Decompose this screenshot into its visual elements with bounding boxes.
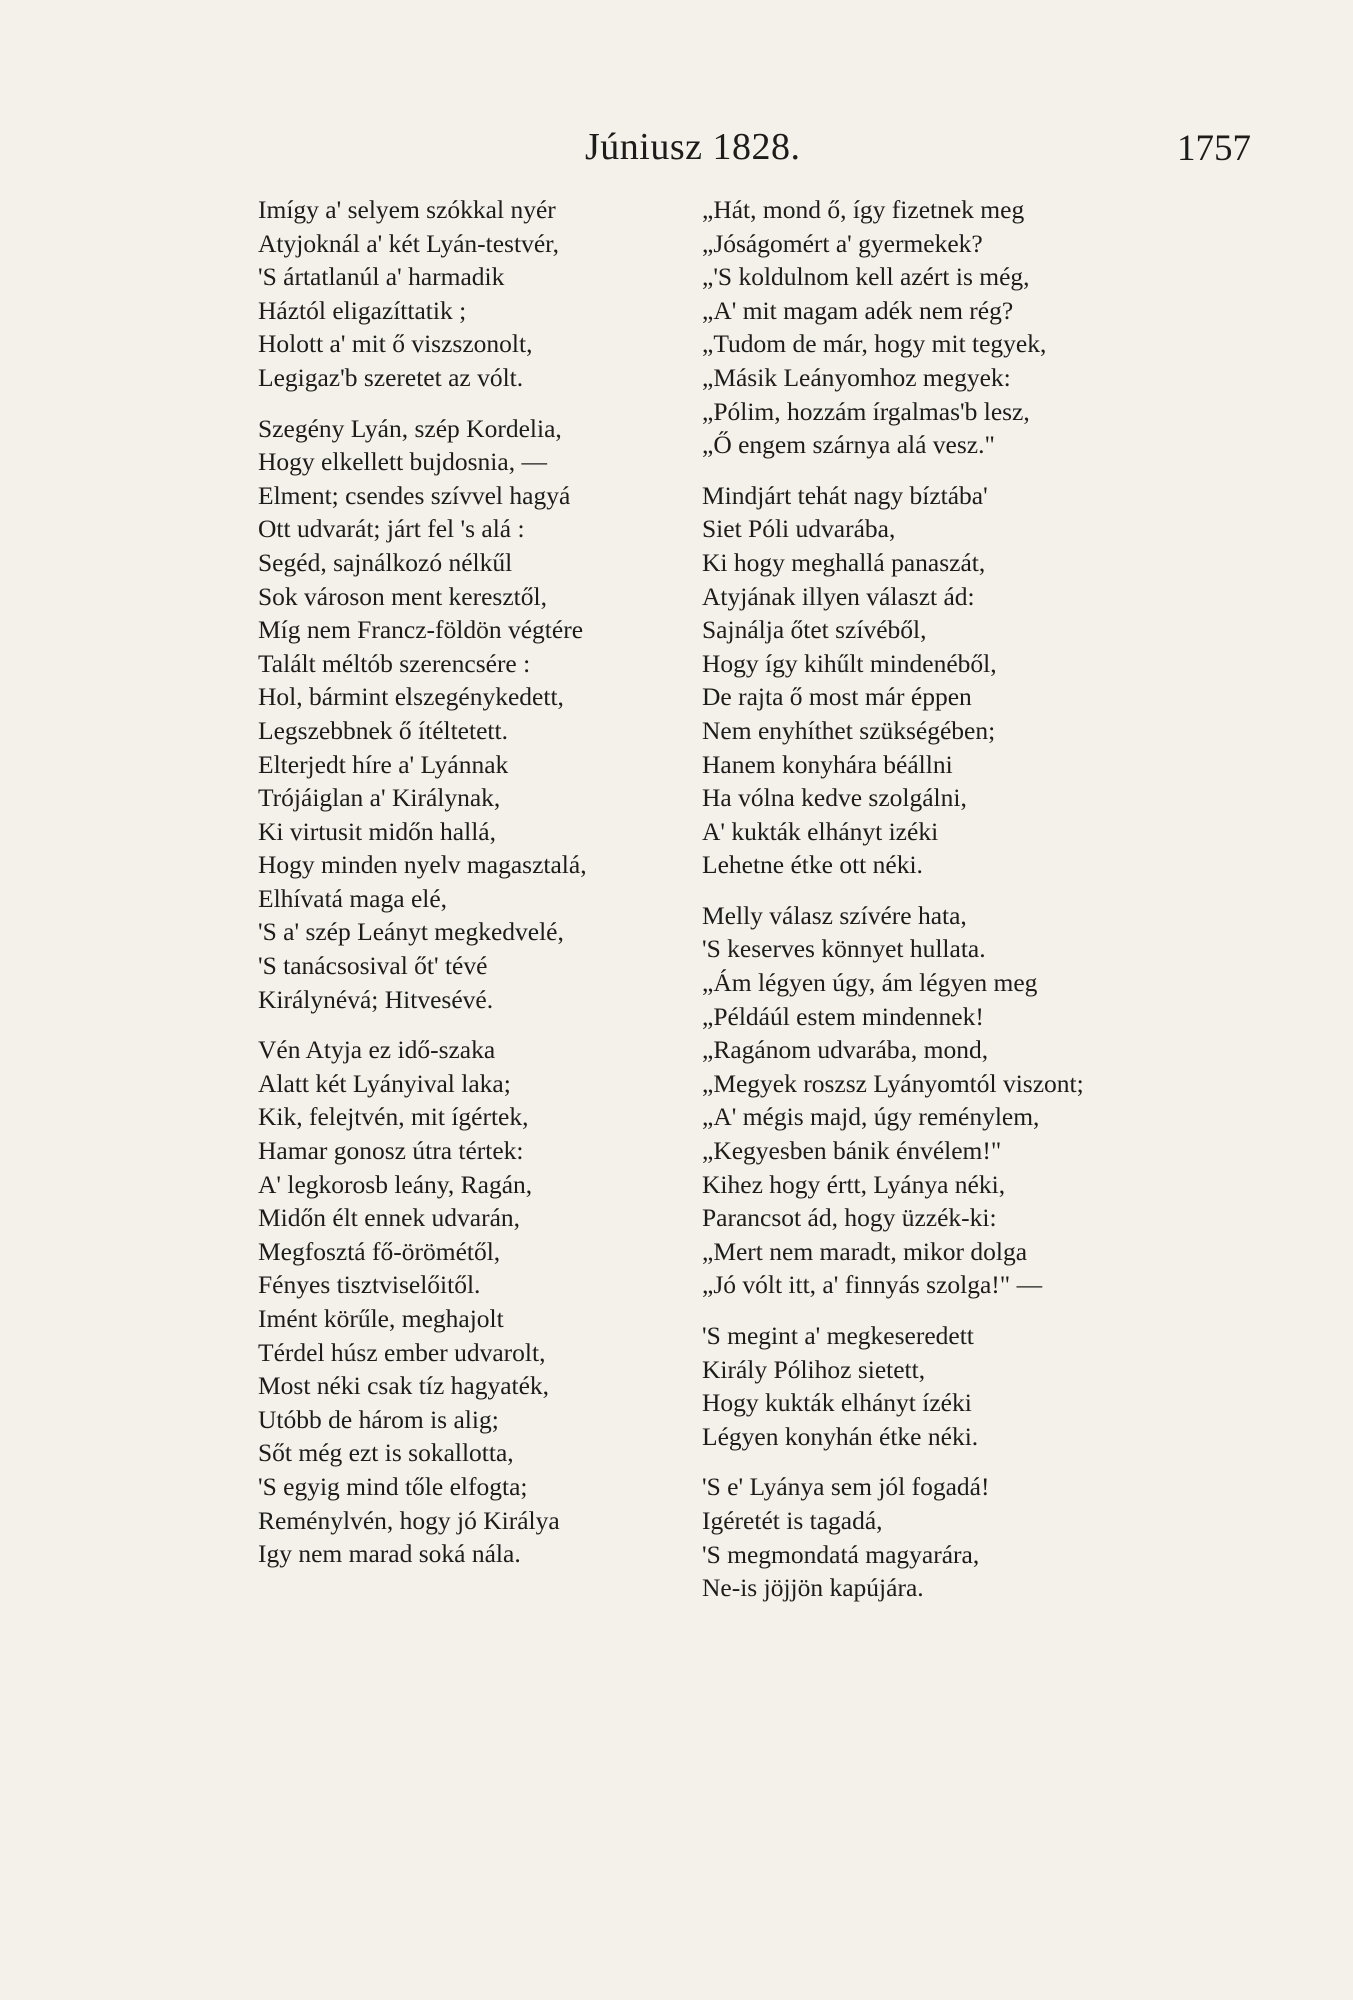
stanza bbox=[258, 412, 678, 1017]
verse-line: A' legkorosb leány, Ragán, bbox=[258, 1169, 533, 1199]
verse-line: Utóbb de három is alig; bbox=[258, 1404, 499, 1434]
verse-line: Talált méltób szerencsére : bbox=[258, 648, 531, 678]
verse-line: Kihez hogy értt, Lyánya néki, bbox=[702, 1169, 1006, 1199]
verse-line: Hogy elkellett bujdosnia, — bbox=[258, 447, 547, 477]
stanza bbox=[702, 899, 1202, 1302]
verse-line: Király Pólihoz sietett, bbox=[702, 1354, 926, 1384]
verse-line: Sőt még ezt is sokallotta, bbox=[258, 1438, 514, 1468]
stanza bbox=[258, 193, 678, 395]
stanza bbox=[702, 1319, 1202, 1453]
verse-line: Ott udvarát; járt fel 's alá : bbox=[258, 514, 525, 544]
verse-line: Térdel húsz ember udvarolt, bbox=[258, 1337, 546, 1367]
verse-line: 'S tanácsosival őt' tévé bbox=[258, 951, 488, 981]
verse-line: Elhívatá maga elé, bbox=[258, 883, 448, 913]
verse-line: Reménylvén, hogy jó Királya bbox=[258, 1505, 560, 1535]
verse-line: Alatt két Lyányival laka; bbox=[258, 1068, 511, 1098]
verse-line: 'S egyig mind tőle elfogta; bbox=[258, 1471, 528, 1501]
verse-line: 'S e' Lyánya sem jól fogadá! bbox=[702, 1472, 990, 1502]
verse-line: Legigaz'b szeretet az vólt. bbox=[258, 362, 524, 392]
stanza bbox=[702, 1470, 1202, 1604]
stanza bbox=[702, 193, 1202, 462]
verse-line: „Példáúl estem mindennek! bbox=[702, 1001, 984, 1031]
verse-line: „Jóságomért a' gyermekek? bbox=[702, 228, 983, 258]
verse-line: „Hát, mond ő, így fizetnek meg bbox=[702, 195, 1025, 224]
verse-line: 'S megint a' megkeseredett bbox=[702, 1321, 974, 1350]
verse-line: „Mert nem maradt, mikor dolga bbox=[702, 1236, 1028, 1266]
verse-line: Ha vólna kedve szolgálni, bbox=[702, 783, 967, 813]
verse-line: Ki virtusit midőn hallá, bbox=[258, 816, 496, 846]
verse-line: A' kukták elhányt izéki bbox=[702, 816, 939, 846]
page-number: 1757 bbox=[1177, 128, 1251, 169]
verse-line: Fényes tisztviselőitől. bbox=[258, 1270, 481, 1300]
verse-line: Imént körűle, meghajolt bbox=[258, 1304, 504, 1333]
verse-line: Lehetne étke ott néki. bbox=[702, 850, 923, 880]
verse-line: Háztól eligazíttatik ; bbox=[258, 295, 467, 325]
verse-line: Légyen konyhán étke néki. bbox=[702, 1421, 979, 1451]
verse-line: Vén Atyja ez idő-szaka bbox=[258, 1035, 496, 1065]
verse-line: Hogy így kihűlt mindenéből, bbox=[702, 648, 997, 678]
stanza bbox=[702, 479, 1202, 882]
verse-line: Ne-is jöjjön kapújára. bbox=[702, 1573, 924, 1603]
verse-line: „Ragánom udvarába, mond, bbox=[702, 1035, 989, 1065]
right-column bbox=[702, 193, 1202, 1622]
verse-line: Ki hogy meghallá panaszát, bbox=[702, 547, 986, 577]
verse-line: Midőn élt ennek udvarán, bbox=[258, 1203, 521, 1233]
verse-line: Atyjoknál a' két Lyán-testvér, bbox=[258, 228, 559, 258]
verse-line: Elment; csendes szívvel hagyá bbox=[258, 480, 571, 510]
verse-line: Sok városon ment keresztől, bbox=[258, 581, 547, 611]
verse-line: „Ő engem szárnya alá vesz." bbox=[702, 430, 995, 460]
verse-line: 'S keserves könnyet hullata. bbox=[702, 934, 986, 964]
verse-line: Megfosztá fő-örömétől, bbox=[258, 1236, 501, 1266]
verse-line: „Megyek roszsz Lyányomtól viszont; bbox=[702, 1068, 1084, 1098]
verse-line: Hogy minden nyelv magasztalá, bbox=[258, 850, 587, 880]
verse-line: Trójáiglan a' Királynak, bbox=[258, 783, 501, 813]
verse-line: Nem enyhíthet szükségében; bbox=[702, 715, 996, 745]
verse-line: Hanem konyhára béállni bbox=[702, 749, 953, 779]
running-title: Júniusz 1828. bbox=[585, 126, 801, 168]
verse-line: Elterjedt híre a' Lyánnak bbox=[258, 749, 509, 779]
verse-line: Siet Póli udvarába, bbox=[702, 514, 896, 544]
verse-line: Sajnálja őtet szívéből, bbox=[702, 615, 927, 645]
verse-line: „Jó vólt itt, a' finnyás szolga!" — bbox=[702, 1270, 1043, 1300]
verse-line: Kik, felejtvén, mit ígértek, bbox=[258, 1102, 529, 1132]
verse-line: „Másik Leányomhoz megyek: bbox=[702, 362, 1011, 392]
verse-line: Atyjának illyen választ ád: bbox=[702, 581, 975, 611]
verse-line: „Pólim, hozzám írgalmas'b lesz, bbox=[702, 396, 1030, 426]
verse-line: „A' mit magam adék nem rég? bbox=[702, 295, 1014, 325]
verse-line: Míg nem Francz-földön végtére bbox=[258, 615, 584, 645]
verse-line: Hogy kukták elhányt ízéki bbox=[702, 1388, 972, 1418]
verse-line: Igéretét is tagadá, bbox=[702, 1505, 883, 1535]
verse-line: De rajta ő most már éppen bbox=[702, 682, 972, 712]
verse-line: Hol, bármint elszegénykedett, bbox=[258, 682, 564, 712]
verse-line: 'S ártatlanúl a' harmadik bbox=[258, 262, 505, 292]
left-column bbox=[258, 193, 678, 1588]
verse-line: Most néki csak tíz hagyaték, bbox=[258, 1371, 550, 1401]
verse-line: Imígy a' selyem szókkal nyér bbox=[258, 195, 556, 224]
verse-line: Segéd, sajnálkozó nélkűl bbox=[258, 547, 513, 577]
verse-line: „Kegyesben bánik énvélem!" bbox=[702, 1136, 1002, 1166]
verse-line: 'S a' szép Leányt megkedvelé, bbox=[258, 917, 564, 947]
verse-line: 'S megmondatá magyarára, bbox=[702, 1539, 980, 1569]
verse-line: Mindjárt tehát nagy bíztába' bbox=[702, 480, 988, 510]
verse-line: Legszebbnek ő ítéltetett. bbox=[258, 715, 508, 745]
running-header bbox=[0, 125, 1353, 175]
verse-line: „A' mégis majd, úgy reménylem, bbox=[702, 1102, 1040, 1132]
verse-line: „Tudom de már, hogy mit tegyek, bbox=[702, 329, 1047, 359]
verse-line: Hamar gonosz útra tértek: bbox=[258, 1136, 524, 1166]
verse-line: Parancsot ád, hogy üzzék-ki: bbox=[702, 1203, 997, 1233]
verse-line: „'S koldulnom kell azért is még, bbox=[702, 262, 1030, 292]
verse-line: Holott a' mit ő viszszonolt, bbox=[258, 329, 533, 359]
verse-line: „Ám légyen úgy, ám légyen meg bbox=[702, 968, 1038, 998]
verse-line: Királynévá; Hitvesévé. bbox=[258, 984, 494, 1014]
verse-line: Szegény Lyán, szép Kordelia, bbox=[258, 413, 562, 443]
verse-line: Melly válasz szívére hata, bbox=[702, 900, 967, 930]
verse-line: Igy nem marad soká nála. bbox=[258, 1539, 521, 1569]
stanza bbox=[258, 1033, 678, 1571]
